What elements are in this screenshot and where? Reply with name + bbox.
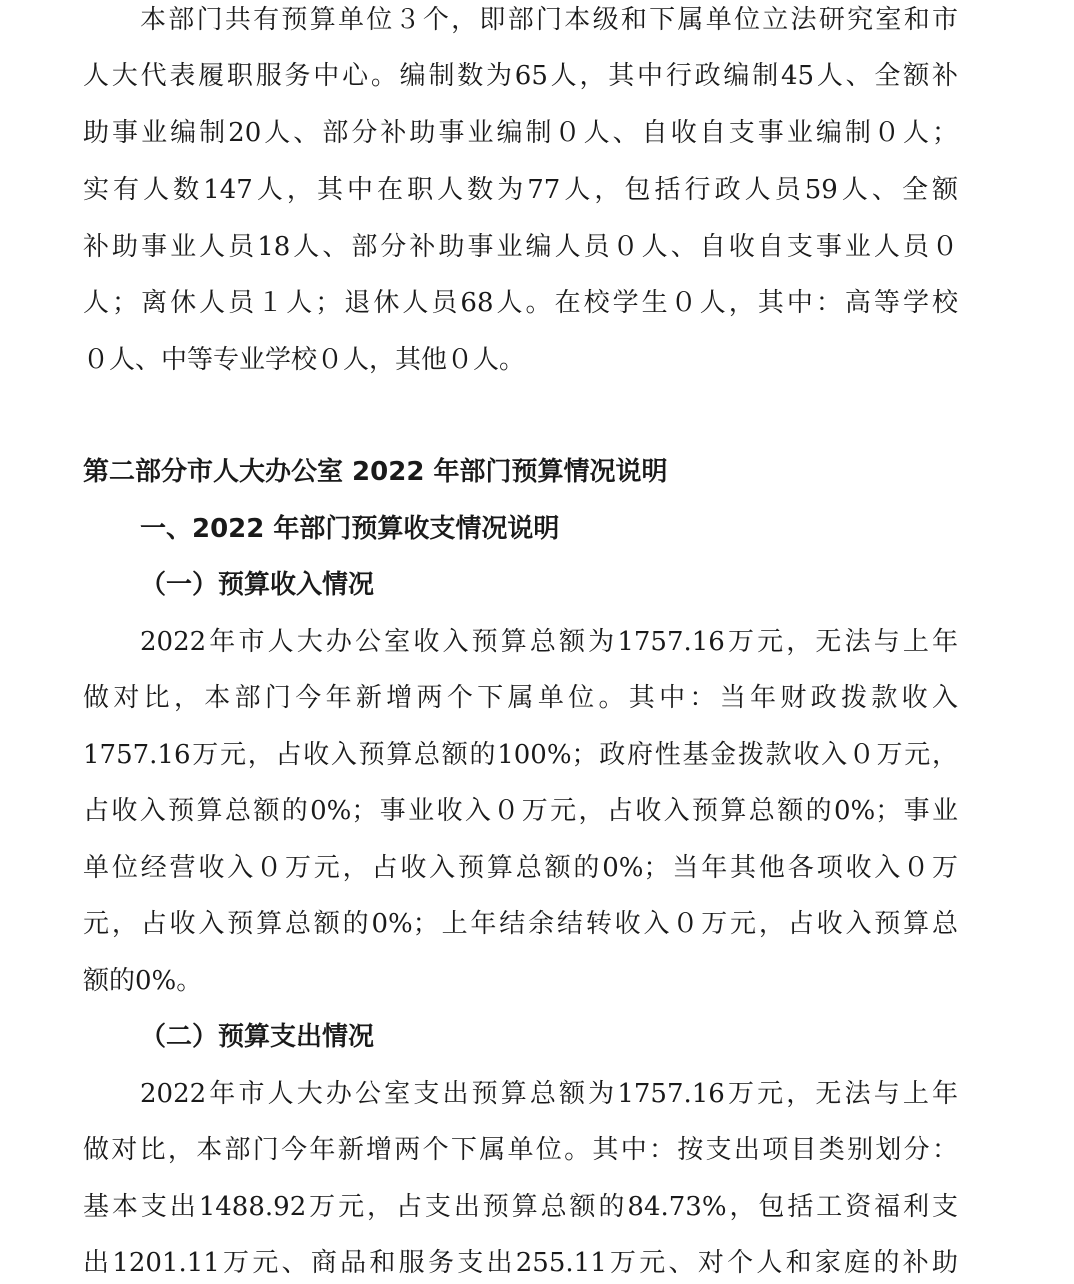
income-line: 单位经营收入０万元，占收入预算总额的0%；当年其他各项收入０万 bbox=[83, 853, 958, 883]
expense-line: 基本支出1488.92万元，占支出预算总额的84.73%，包括工资福利支 bbox=[83, 1192, 958, 1222]
income-line: 1757.16万元，占收入预算总额的100%；政府性基金拨款收入０万元， bbox=[83, 740, 958, 770]
income-line: 占收入预算总额的0%；事业收入０万元，占收入预算总额的0%；事业 bbox=[83, 796, 958, 826]
income-line: 做对比，本部门今年新增两个下属单位。其中：当年财政拨款收入 bbox=[83, 683, 958, 713]
expense-line: 做对比，本部门今年新增两个下属单位。其中：按支出项目类别划分： bbox=[83, 1135, 958, 1165]
income-line: 额的0%。 bbox=[83, 966, 203, 996]
intro-line: 助事业编制20人、部分补助事业编制０人、自收自支事业编制０人； bbox=[83, 118, 958, 148]
part-heading: 第二部分市人大办公室 2022 年部门预算情况说明 bbox=[83, 457, 668, 487]
intro-line: 实有人数147人，其中在职人数为77人，包括行政人员59人、全额 bbox=[83, 175, 958, 205]
income-line: 2022年市人大办公室收入预算总额为1757.16万元，无法与上年 bbox=[140, 627, 958, 657]
income-heading: （一）预算收入情况 bbox=[140, 570, 375, 600]
expense-heading: （二）预算支出情况 bbox=[140, 1022, 375, 1052]
intro-line: 补助事业人员18人、部分补助事业编人员０人、自收自支事业人员０ bbox=[83, 232, 958, 262]
intro-line: 本部门共有预算单位３个，即部门本级和下属单位立法研究室和市 bbox=[140, 5, 958, 35]
income-line: 元，占收入预算总额的0%；上年结余结转收入０万元，占收入预算总 bbox=[83, 909, 958, 939]
section-heading: 一、2022 年部门预算收支情况说明 bbox=[140, 514, 560, 544]
expense-line: 2022年市人大办公室支出预算总额为1757.16万元，无法与上年 bbox=[140, 1079, 958, 1109]
intro-line: ０人、中等专业学校０人，其他０人。 bbox=[83, 345, 526, 375]
expense-line: 出1201.11万元、商品和服务支出255.11万元、对个人和家庭的补助 bbox=[83, 1248, 958, 1278]
intro-line: 人大代表履职服务中心。编制数为65人，其中行政编制45人、全额补 bbox=[83, 61, 958, 91]
intro-line: 人；离休人员１人；退休人员68人。在校学生０人，其中：高等学校 bbox=[83, 288, 958, 318]
